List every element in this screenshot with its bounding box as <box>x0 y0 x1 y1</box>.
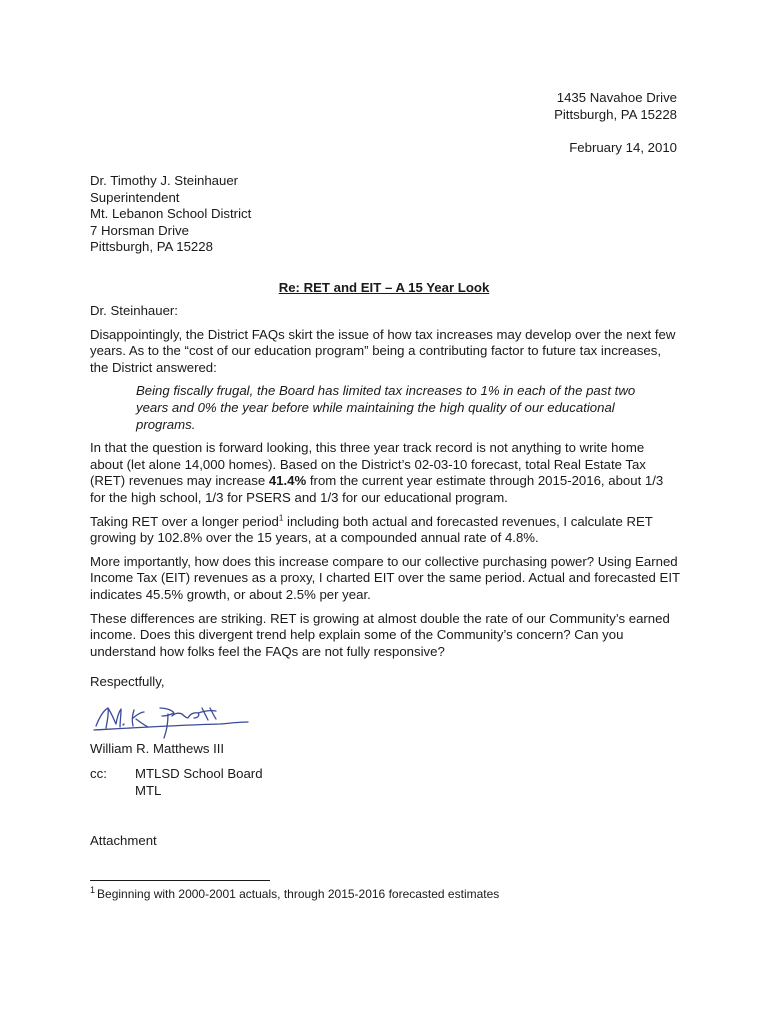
paragraph-2 <box>90 440 680 506</box>
subject-line: Re: RET and EIT – A 15 Year Look <box>278 280 490 295</box>
recipient-street: 7 Horsman Drive <box>90 222 189 238</box>
cc-recipient: MTLSD School Board <box>135 766 263 781</box>
footnote <box>90 886 499 903</box>
paragraph-2-text-b: from the current year estimate through 2015-2016, about 1/3 for the high school, 1/3 for PSERS and 1/3 for our educational program. <box>90 473 664 505</box>
paragraph-1: Disappointingly, the District FAQs skirt the issue of how tax increases may develop over the next few years. As to the “cost of our education program” being a contributing factor to future tax increases, the District answered: <box>90 326 676 375</box>
signer-name: William R. Matthews III <box>90 741 225 756</box>
recipient-title: Superintendent <box>90 189 180 205</box>
recipient-address <box>90 173 251 256</box>
sender-street: 1435 Navahoe Drive <box>556 90 677 105</box>
ret-increase-value: 41.4% <box>268 473 307 489</box>
recipient-name: Dr. Timothy J. Steinhauer <box>90 173 239 188</box>
letter-body <box>90 303 680 667</box>
footnote-reference: 1 <box>278 513 284 523</box>
paragraph-5: These differences are striking. RET is growing at almost double the rate of our Community’s earned income. Does this divergent trend help explain some of the Community’s concern? Can you understand how folks feel the FAQs are not fully responsive? <box>90 610 670 659</box>
footnote-divider <box>90 880 270 881</box>
paragraph-4: More importantly, how does this increase compare to our collective purchasing power? Using Earned Income Tax (EIT) revenues as a proxy, I charted EIT over the same period. Actual and forecasted EIT indicates 45.5% growth, or about 2.5% per year. <box>90 553 680 602</box>
paragraph-3-text-a: Taking RET over a longer period <box>90 513 279 529</box>
sender-address <box>554 90 677 123</box>
footnote-text: Beginning with 2000-2001 actuals, through 2015-2016 forecasted estimates <box>97 887 500 901</box>
paragraph-2-text-a: In that the question is forward looking, this three year track record is not anything to write home about (let alone 14,000 homes). Based on the District’s 02-03-10 forecast, total Real Estate Tax (RET) revenues may increase <box>90 440 646 489</box>
handwritten-signature <box>90 694 260 742</box>
recipient-city: Pittsburgh, PA 15228 <box>90 239 213 255</box>
cc-recipients <box>135 766 263 799</box>
cc-label: cc: <box>90 766 107 781</box>
quoted-answer: Being fiscally frugal, the Board has limited tax increases to 1% in each of the past two years and 0% the year before while maintaining the high quality of our educational programs. <box>136 383 636 432</box>
paragraph-3-text-b: including both actual and forecasted revenues, I calculate RET growing by 102.8% over the 15 years, at a compounded annual rate of 4.8%. <box>90 513 653 546</box>
salutation: Dr. Steinhauer: <box>90 303 178 318</box>
closing: Respectfully, <box>90 674 165 689</box>
cc-recipient: MTL <box>135 782 162 798</box>
recipient-organization: Mt. Lebanon School District <box>90 206 252 222</box>
sender-city: Pittsburgh, PA 15228 <box>554 106 677 122</box>
footnote-mark: 1 <box>90 885 96 895</box>
attachment-note: Attachment <box>90 833 157 848</box>
letter-date: February 14, 2010 <box>569 140 677 155</box>
paragraph-3 <box>90 514 680 547</box>
